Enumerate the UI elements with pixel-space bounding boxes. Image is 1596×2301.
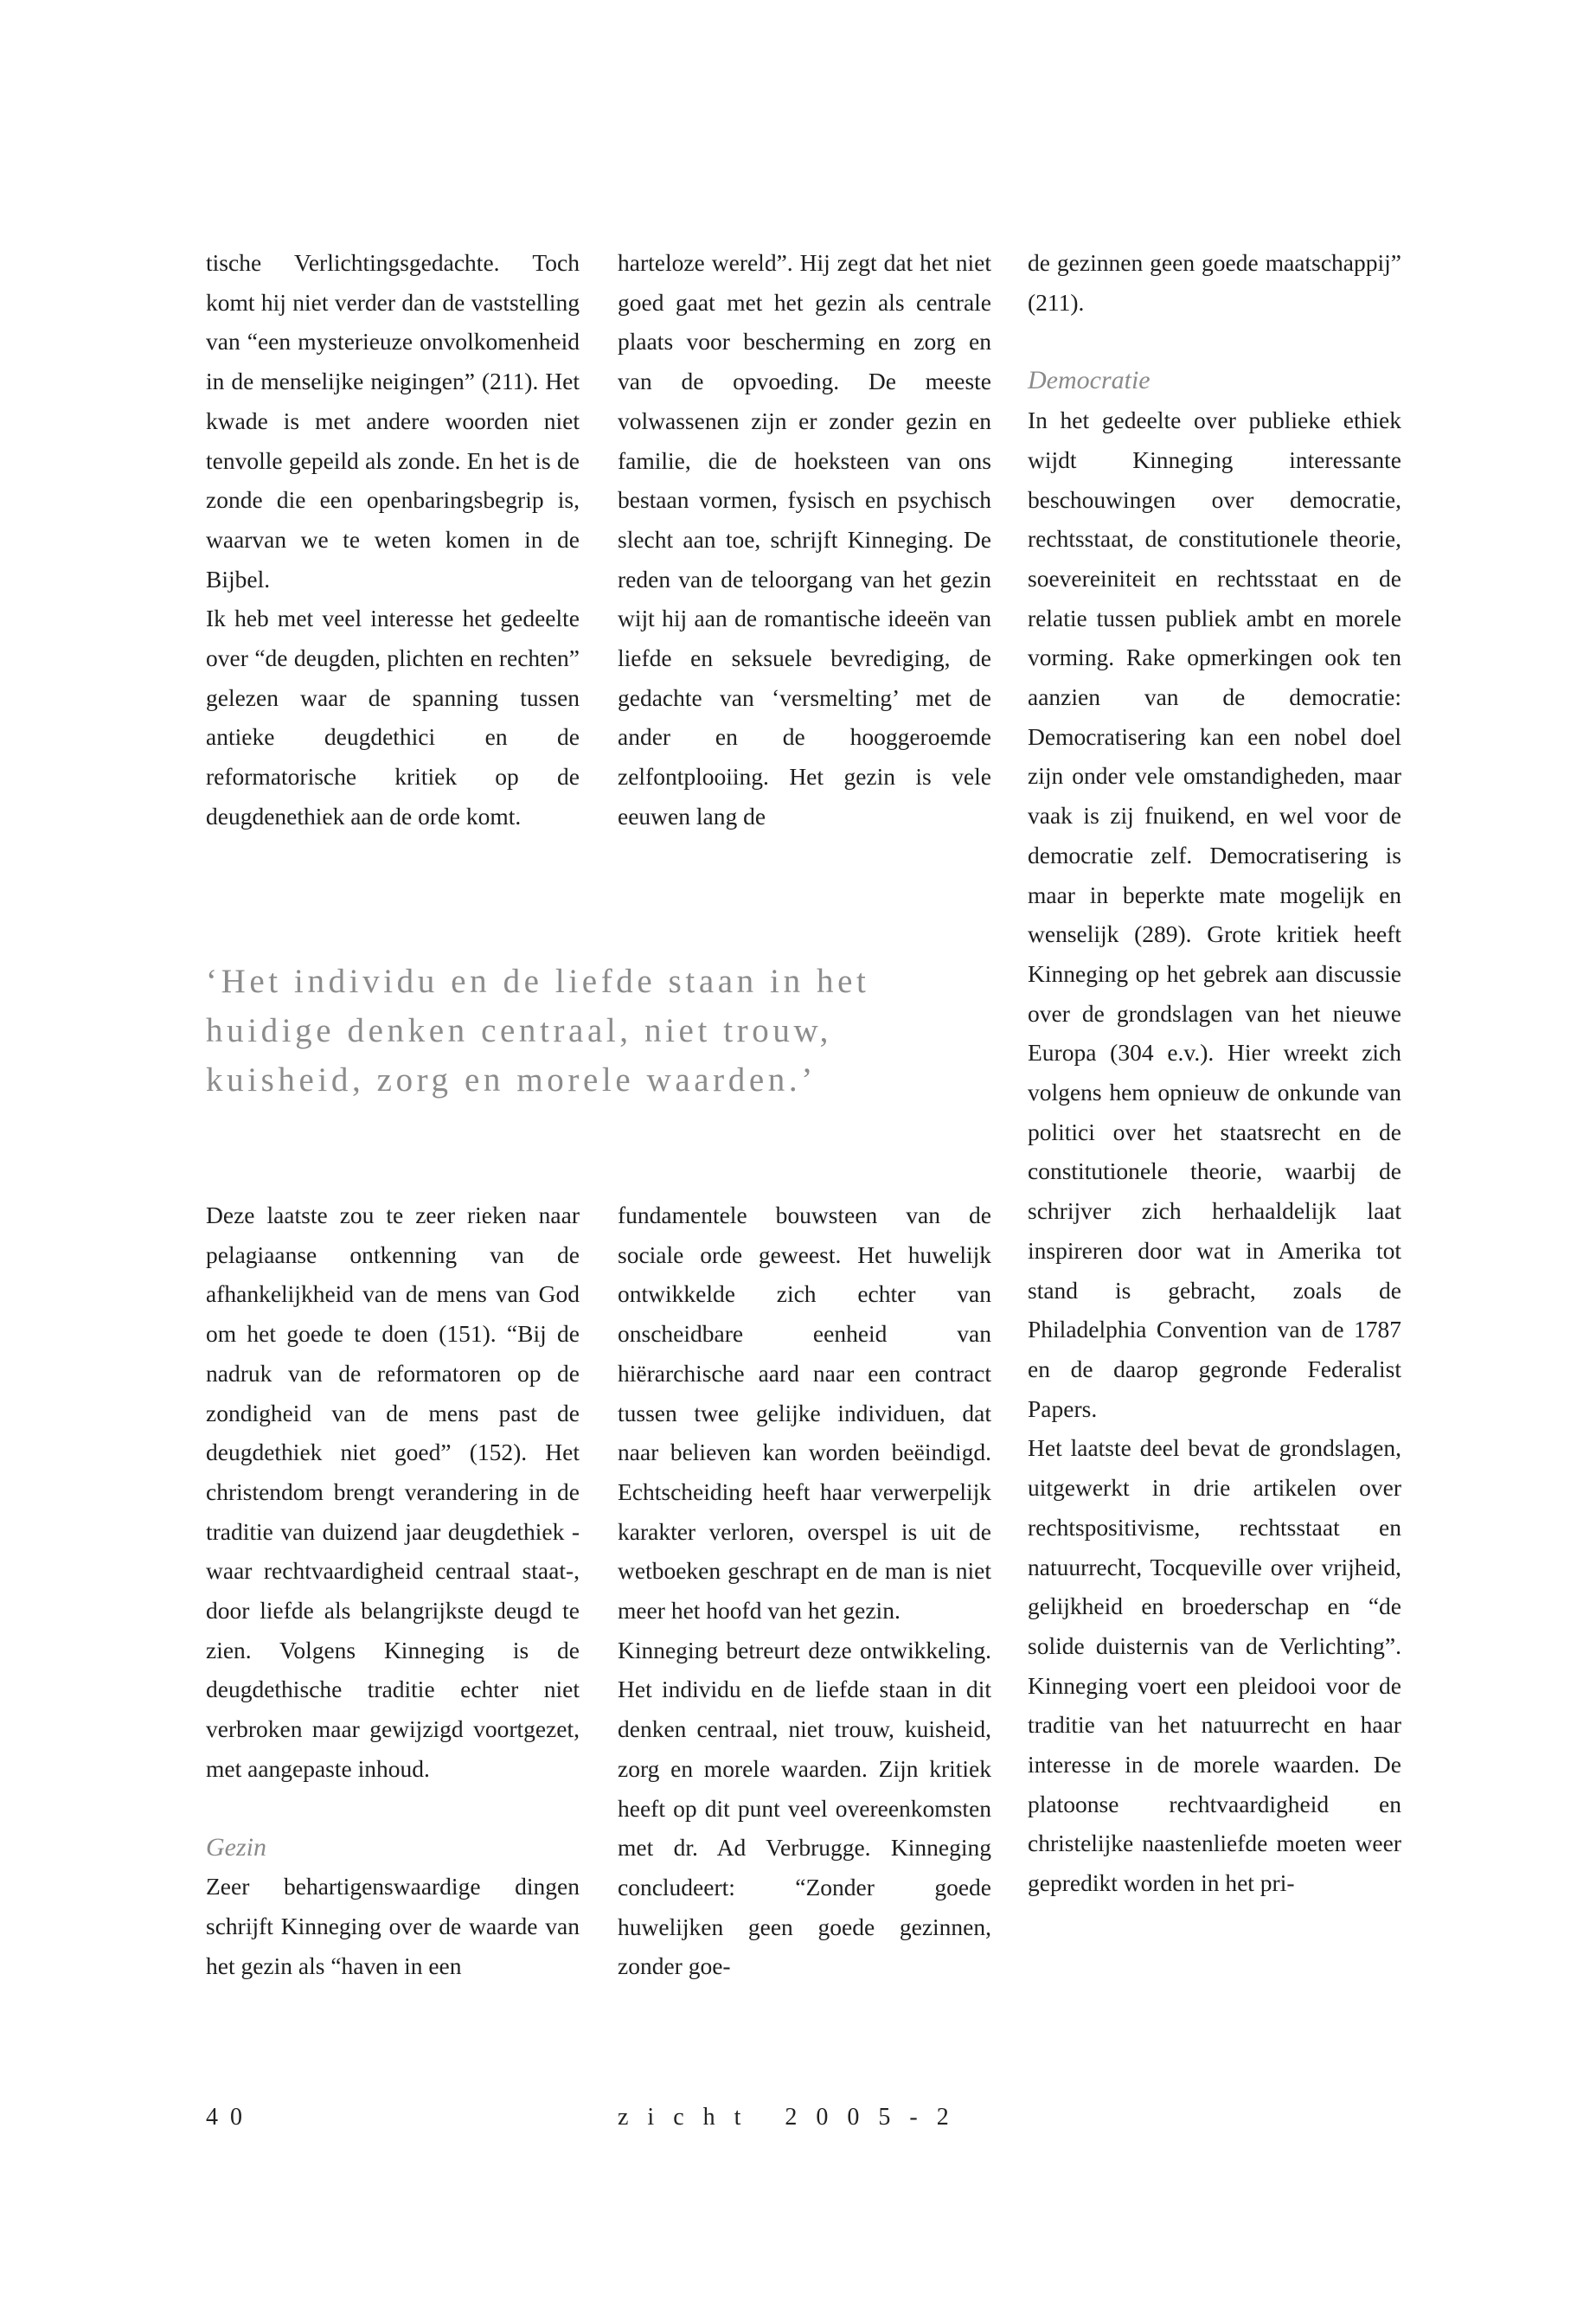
- column-2-bottom: [618, 1195, 991, 1986]
- column-1-top: [206, 243, 580, 836]
- paragraph: Zeer behartigenswaardige dingen schrijft Kinneging over de waarde van het gezin als “haven in een: [206, 1873, 580, 1979]
- paragraph: Ik heb met veel interesse het gedeelte over “de deugden, plichten en rechten” gelezen waar de spanning tussen antieke deugdethici en de reformatorische kritiek op de deugdenethiek aan de orde komt.: [206, 605, 580, 830]
- section-heading-democratie: Democratie: [1028, 366, 1151, 395]
- column-2-top: [618, 243, 991, 836]
- paragraph: tische Verlichtingsgedachte. Toch komt hij niet verder dan de vaststelling van “een mysterieuze onvolkomenheid in de menselijke neigingen” (211). Het kwade is met andere woorden niet tenvolle gepeild als zonde. En het is de zonde die een openbaringsbegrip is, waarvan we te weten komen in de Bijbel.: [206, 249, 580, 593]
- column-3: [1028, 243, 1401, 1903]
- paragraph: Kinneging betreurt deze ontwikkeling. Het individu en de liefde staan in dit denken centraal, niet trouw, kuisheid, zorg en morele waarden. Zijn kritiek heeft op dit punt veel overeenkomsten met dr. Ad Verbrugge. Kinneging concludeert: “Zonder goede huwelijken geen goede gezinnen, zonder goe-: [618, 1636, 991, 1980]
- paragraph: Deze laatste zou te zeer rieken naar pelagiaanse ontkenning van de afhankelijkheid van de mens van God om het goede te doen (151). “Bij de nadruk van de reformatoren op de zondigheid van de mens past de deugdethiek niet goed” (152). Het christendom brengt verandering in de traditie van duizend jaar deugdethiek -waar rechtvaardigheid centraal staat-, door liefde als belangrijkste deugd te zien. Volgens Kinneging is de deugdethische traditie echter niet verbroken maar gewijzigd voortgezet, met aangepaste inhoud.: [206, 1202, 580, 1782]
- section-heading-gezin: Gezin: [206, 1832, 266, 1862]
- paragraph: In het gedeelte over publieke ethiek wijdt Kinneging interessante beschouwingen over democratie, rechtsstaat, de constitutionele theorie, soevereiniteit en rechtsstaat en de relatie tussen publiek ambt en morele vorming. Rake opmerkingen ook ten aanzien van de democratie: Democratisering kan een nobel doel zijn onder vele omstandigheden, maar vaak is zij fnuikend, en wel voor de democratie zelf. Democratisering is maar in beperkte mate mogelijk en wenselijk (289). Grote kritiek heeft Kinneging op het gebrek aan discussie over de grondslagen van het nieuwe Europa (304 e.v.). Hier wreekt zich volgens hem opnieuw de onkunde van politici over het staatsrecht en de constitutionele theorie, waarbij de schrijver zich herhaaldelijk laat inspireren door wat in Amerika tot stand is gebracht, zoals de Philadelphia Convention van de 1787 en de daarop gegronde Federalist Papers.: [1028, 407, 1401, 1422]
- column-1-bottom: [206, 1195, 580, 1985]
- paragraph: de gezinnen geen goede maatschappij” (211).: [1028, 249, 1401, 316]
- pull-quote: ‘Het individu en de liefde staan in het huidige denken centraal, niet trouw, kuisheid, zorg en morele waarden.’: [206, 963, 870, 1099]
- magazine-issue: zicht 2005-2: [618, 2104, 968, 2131]
- page-number: 40: [206, 2104, 254, 2131]
- paragraph: Het laatste deel bevat de grondslagen, uitgewerkt in drie artikelen over rechtspositivisme, rechtsstaat en natuurrecht, Tocqueville over vrijheid, gelijkheid en broederschap en “de solide duisternis van de Verlichting”. Kinneging voert een pleidooi voor de traditie van het natuurrecht en haar interesse in de morele waarden. De platoonse rechtvaardigheid en christelijke naastenliefde moeten weer gepredikt worden in het pri-: [1028, 1434, 1401, 1897]
- paragraph: harteloze wereld”. Hij zegt dat het niet goed gaat met het gezin als centrale plaats voor bescherming en zorg en van de opvoeding. De meeste volwassenen zijn er zonder gezin en familie, die de hoeksteen van ons bestaan vormen, fysisch en psychisch slecht aan toe, schrijft Kinneging. De reden van de teloorgang van het gezin wijt hij aan de romantische ideeën van liefde en seksuele bevrediging, de gedachte van ‘versmelting’ met de ander en de hooggeroemde zelfontplooiing. Het gezin is vele eeuwen lang de: [618, 249, 991, 830]
- paragraph: fundamentele bouwsteen van de sociale orde geweest. Het huwelijk ontwikkelde zich echter van onscheidbare eenheid van hiërarchische aard naar een contract tussen twee gelijke individuen, dat naar believen kan worden beëindigd. Echtscheiding heeft haar verwerpelijk karakter verloren, overspel is uit de wetboeken geschrapt en de man is niet meer het hoofd van het gezin.: [618, 1202, 991, 1625]
